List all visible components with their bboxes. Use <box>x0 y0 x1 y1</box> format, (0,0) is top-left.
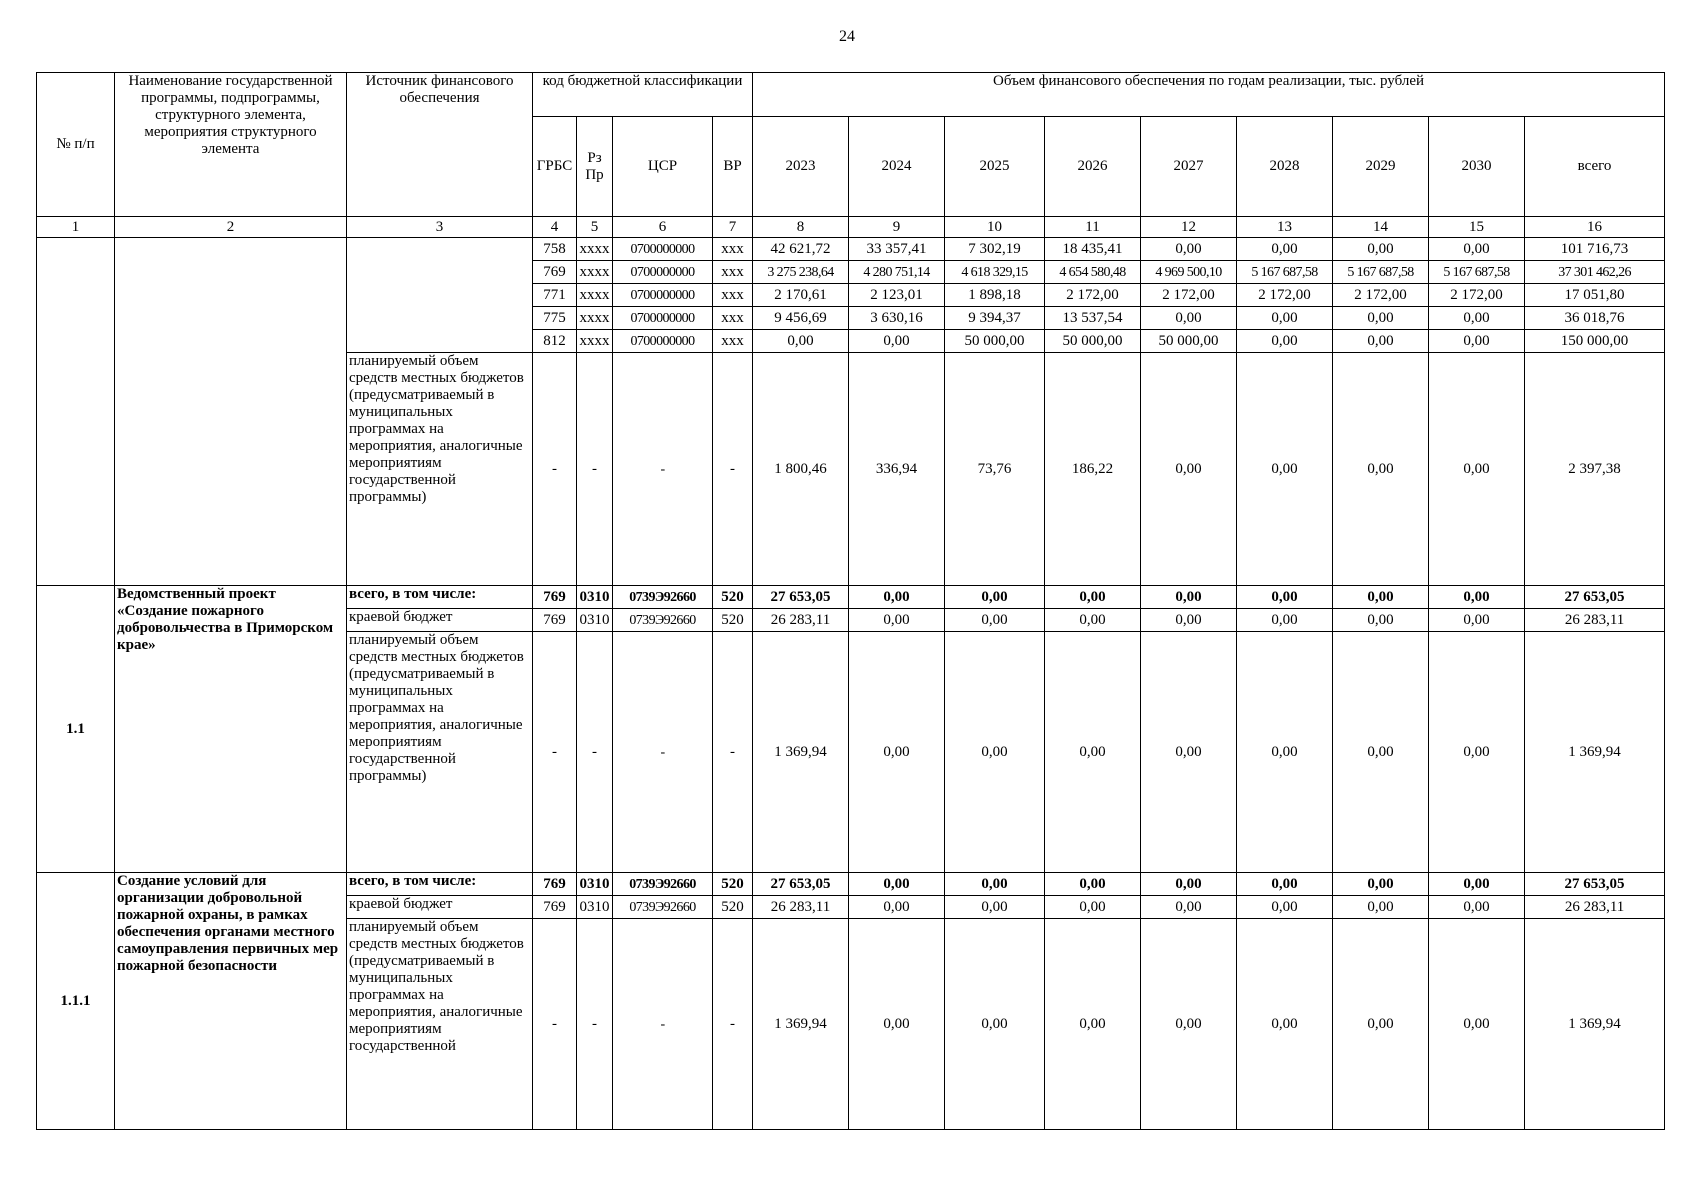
rzpr-cell: 0310 <box>577 873 613 896</box>
year-value-cell: 26 283,11 <box>753 896 849 919</box>
year-value-cell: 0,00 <box>1333 632 1429 873</box>
year-value-cell: 3 630,16 <box>849 307 945 330</box>
year-value-cell: 1 369,94 <box>753 632 849 873</box>
csr-cell: 0700000000 <box>613 307 713 330</box>
year-value-cell: 2 172,00 <box>1429 284 1525 307</box>
year-value-cell: 1 800,46 <box>753 353 849 586</box>
year-value-cell: 0,00 <box>1141 919 1237 1130</box>
year-value-cell: 0,00 <box>1141 873 1237 896</box>
year-value-cell: 0,00 <box>1429 919 1525 1130</box>
total-value-cell: 36 018,76 <box>1525 307 1665 330</box>
year-value-cell: 0,00 <box>1429 873 1525 896</box>
vr-cell: - <box>713 353 753 586</box>
year-value-cell: 0,00 <box>1429 330 1525 353</box>
csr-cell: - <box>613 353 713 586</box>
row-index-cell <box>37 238 115 586</box>
year-value-cell: 13 537,54 <box>1045 307 1141 330</box>
year-value-cell: 0,00 <box>753 330 849 353</box>
csr-cell: 0700000000 <box>613 238 713 261</box>
year-value-cell: 0,00 <box>1429 609 1525 632</box>
year-value-cell: 0,00 <box>1429 896 1525 919</box>
year-value-cell: 0,00 <box>1045 896 1141 919</box>
rzpr-cell: xxxx <box>577 330 613 353</box>
grbs-cell: 769 <box>533 873 577 896</box>
year-value-cell: 42 621,72 <box>753 238 849 261</box>
year-value-cell: 2 170,61 <box>753 284 849 307</box>
total-value-cell: 2 397,38 <box>1525 353 1665 586</box>
year-value-cell: 0,00 <box>1333 353 1429 586</box>
rzpr-cell: xxxx <box>577 238 613 261</box>
header-vr: ВР <box>713 117 753 217</box>
row-name-cell: Ведомственный проект «Создание пожарного добровольчества в Приморском крае» <box>115 586 347 873</box>
grbs-cell: - <box>533 919 577 1130</box>
header-volume-group: Объем финансового обеспечения по годам реализации, тыс. рублей <box>753 73 1665 117</box>
year-value-cell: 0,00 <box>849 632 945 873</box>
vr-cell: xxx <box>713 284 753 307</box>
vr-cell: xxx <box>713 307 753 330</box>
csr-cell: 0739Э92660 <box>613 873 713 896</box>
column-number: 3 <box>347 217 533 238</box>
year-value-cell: 2 172,00 <box>1045 284 1141 307</box>
year-value-cell: 0,00 <box>1237 353 1333 586</box>
header-year: 2029 <box>1333 117 1429 217</box>
source-cell: краевой бюджет <box>347 609 533 632</box>
year-value-cell: 4 280 751,14 <box>849 261 945 284</box>
year-value-cell: 0,00 <box>849 919 945 1130</box>
rzpr-cell: 0310 <box>577 609 613 632</box>
budget-table <box>36 72 1665 1130</box>
year-value-cell: 0,00 <box>849 330 945 353</box>
csr-cell: 0739Э92660 <box>613 609 713 632</box>
year-value-cell: 4 618 329,15 <box>945 261 1045 284</box>
year-value-cell: 0,00 <box>1333 238 1429 261</box>
year-value-cell: 0,00 <box>1045 632 1141 873</box>
grbs-cell: 758 <box>533 238 577 261</box>
column-number: 7 <box>713 217 753 238</box>
table-row <box>37 586 1665 609</box>
total-value-cell: 27 653,05 <box>1525 873 1665 896</box>
source-cell: планируемый объем средств местных бюджетов (предусматриваемый в муниципальных программах на мероприятия, аналогичные мероприятиям государственной программы) <box>347 353 533 586</box>
year-value-cell: 2 172,00 <box>1237 284 1333 307</box>
csr-cell: - <box>613 919 713 1130</box>
year-value-cell: 9 456,69 <box>753 307 849 330</box>
year-value-cell: 5 167 687,58 <box>1237 261 1333 284</box>
column-number: 13 <box>1237 217 1333 238</box>
csr-cell: 0739Э92660 <box>613 896 713 919</box>
year-value-cell: 0,00 <box>1237 919 1333 1130</box>
year-value-cell: 0,00 <box>1237 873 1333 896</box>
year-value-cell: 0,00 <box>1333 873 1429 896</box>
year-value-cell: 0,00 <box>1141 632 1237 873</box>
header-year: 2027 <box>1141 117 1237 217</box>
header-rzpr: Рз Пр <box>577 117 613 217</box>
year-value-cell: 0,00 <box>1333 896 1429 919</box>
grbs-cell: 769 <box>533 586 577 609</box>
source-cell: планируемый объем средств местных бюджетов (предусматриваемый в муниципальных программах на мероприятия, аналогичные мероприятиям государственной программы) <box>347 632 533 873</box>
year-value-cell: 73,76 <box>945 353 1045 586</box>
column-number: 5 <box>577 217 613 238</box>
header-csr: ЦСР <box>613 117 713 217</box>
column-number: 15 <box>1429 217 1525 238</box>
source-cell <box>347 238 533 353</box>
year-value-cell: 27 653,05 <box>753 873 849 896</box>
year-value-cell: 27 653,05 <box>753 586 849 609</box>
header-name: Наименование государственной программы, подпрограммы, структурного элемента, мероприятия структурного элемента <box>115 73 347 217</box>
grbs-cell: 769 <box>533 261 577 284</box>
rzpr-cell: xxxx <box>577 307 613 330</box>
column-numbers-row <box>37 217 1665 238</box>
total-value-cell: 17 051,80 <box>1525 284 1665 307</box>
year-value-cell: 0,00 <box>1237 586 1333 609</box>
source-cell: всего, в том числе: <box>347 873 533 896</box>
year-value-cell: 0,00 <box>1237 896 1333 919</box>
vr-cell: xxx <box>713 330 753 353</box>
rzpr-cell: 0310 <box>577 586 613 609</box>
header-year: 2028 <box>1237 117 1333 217</box>
grbs-cell: 812 <box>533 330 577 353</box>
csr-cell: 0700000000 <box>613 261 713 284</box>
year-value-cell: 0,00 <box>1429 353 1525 586</box>
year-value-cell: 0,00 <box>1429 307 1525 330</box>
grbs-cell: 771 <box>533 284 577 307</box>
year-value-cell: 0,00 <box>945 586 1045 609</box>
year-value-cell: 0,00 <box>849 873 945 896</box>
header-year: 2030 <box>1429 117 1525 217</box>
header-year: 2025 <box>945 117 1045 217</box>
year-value-cell: 0,00 <box>1141 238 1237 261</box>
row-name-cell: Создание условий для организации добровольной пожарной охраны, в рамках обеспечения органами местного самоуправления первичных мер пожарной безопасности <box>115 873 347 1130</box>
year-value-cell: 0,00 <box>1333 919 1429 1130</box>
source-cell: планируемый объем средств местных бюджетов (предусматриваемый в муниципальных программах на мероприятия, аналогичные мероприятиям государственной <box>347 919 533 1130</box>
total-value-cell: 1 369,94 <box>1525 919 1665 1130</box>
year-value-cell: 0,00 <box>1141 586 1237 609</box>
year-value-cell: 0,00 <box>1141 307 1237 330</box>
year-value-cell: 0,00 <box>849 586 945 609</box>
year-value-cell: 50 000,00 <box>1045 330 1141 353</box>
year-value-cell: 7 302,19 <box>945 238 1045 261</box>
year-value-cell: 3 275 238,64 <box>753 261 849 284</box>
column-number: 9 <box>849 217 945 238</box>
csr-cell: 0700000000 <box>613 284 713 307</box>
grbs-cell: 769 <box>533 609 577 632</box>
year-value-cell: 0,00 <box>945 896 1045 919</box>
page-number: 24 <box>839 28 855 45</box>
header-year: 2023 <box>753 117 849 217</box>
year-value-cell: 186,22 <box>1045 353 1141 586</box>
year-value-cell: 9 394,37 <box>945 307 1045 330</box>
year-value-cell: 0,00 <box>1333 307 1429 330</box>
year-value-cell: 0,00 <box>1237 238 1333 261</box>
table-row <box>37 873 1665 896</box>
column-number: 4 <box>533 217 577 238</box>
year-value-cell: 50 000,00 <box>945 330 1045 353</box>
csr-cell: 0739Э92660 <box>613 586 713 609</box>
year-value-cell: 0,00 <box>1237 632 1333 873</box>
year-value-cell: 0,00 <box>1141 896 1237 919</box>
year-value-cell: 336,94 <box>849 353 945 586</box>
year-value-cell: 0,00 <box>1429 238 1525 261</box>
csr-cell: 0700000000 <box>613 330 713 353</box>
year-value-cell: 5 167 687,58 <box>1333 261 1429 284</box>
header-year: 2024 <box>849 117 945 217</box>
year-value-cell: 0,00 <box>1045 873 1141 896</box>
source-cell: краевой бюджет <box>347 896 533 919</box>
year-value-cell: 5 167 687,58 <box>1429 261 1525 284</box>
column-number: 16 <box>1525 217 1665 238</box>
year-value-cell: 0,00 <box>1333 330 1429 353</box>
header-year: 2026 <box>1045 117 1141 217</box>
column-number: 8 <box>753 217 849 238</box>
year-value-cell: 4 654 580,48 <box>1045 261 1141 284</box>
source-cell: всего, в том числе: <box>347 586 533 609</box>
year-value-cell: 0,00 <box>945 873 1045 896</box>
grbs-cell: - <box>533 632 577 873</box>
rzpr-cell: 0310 <box>577 896 613 919</box>
vr-cell: xxx <box>713 238 753 261</box>
year-value-cell: 0,00 <box>1237 330 1333 353</box>
year-value-cell: 1 369,94 <box>753 919 849 1130</box>
year-value-cell: 0,00 <box>1429 632 1525 873</box>
year-value-cell: 0,00 <box>945 632 1045 873</box>
column-number: 11 <box>1045 217 1141 238</box>
row-index-cell: 1.1.1 <box>37 873 115 1130</box>
year-value-cell: 2 123,01 <box>849 284 945 307</box>
row-index-cell: 1.1 <box>37 586 115 873</box>
vr-cell: - <box>713 919 753 1130</box>
year-value-cell: 0,00 <box>1045 609 1141 632</box>
year-value-cell: 0,00 <box>1045 919 1141 1130</box>
rzpr-cell: xxxx <box>577 261 613 284</box>
vr-cell: 520 <box>713 873 753 896</box>
year-value-cell: 18 435,41 <box>1045 238 1141 261</box>
year-value-cell: 0,00 <box>1237 609 1333 632</box>
total-value-cell: 27 653,05 <box>1525 586 1665 609</box>
header-grbs: ГРБС <box>533 117 577 217</box>
column-number: 10 <box>945 217 1045 238</box>
column-number: 2 <box>115 217 347 238</box>
vr-cell: 520 <box>713 896 753 919</box>
year-value-cell: 33 357,41 <box>849 238 945 261</box>
total-value-cell: 101 716,73 <box>1525 238 1665 261</box>
year-value-cell: 0,00 <box>849 609 945 632</box>
year-value-cell: 50 000,00 <box>1141 330 1237 353</box>
year-value-cell: 0,00 <box>1141 609 1237 632</box>
year-value-cell: 0,00 <box>945 919 1045 1130</box>
grbs-cell: - <box>533 353 577 586</box>
rzpr-cell: - <box>577 632 613 873</box>
column-number: 6 <box>613 217 713 238</box>
rzpr-cell: - <box>577 919 613 1130</box>
csr-cell: - <box>613 632 713 873</box>
year-value-cell: 0,00 <box>1045 586 1141 609</box>
year-value-cell: 0,00 <box>849 896 945 919</box>
vr-cell: xxx <box>713 261 753 284</box>
total-value-cell: 37 301 462,26 <box>1525 261 1665 284</box>
grbs-cell: 775 <box>533 307 577 330</box>
rzpr-cell: xxxx <box>577 284 613 307</box>
vr-cell: 520 <box>713 586 753 609</box>
table-row <box>37 238 1665 261</box>
header-code-group: код бюджетной классификации <box>533 73 753 117</box>
year-value-cell: 0,00 <box>1141 353 1237 586</box>
row-name-cell <box>115 238 347 586</box>
year-value-cell: 0,00 <box>1429 586 1525 609</box>
total-value-cell: 26 283,11 <box>1525 896 1665 919</box>
year-value-cell: 0,00 <box>1333 586 1429 609</box>
vr-cell: - <box>713 632 753 873</box>
column-number: 12 <box>1141 217 1237 238</box>
year-value-cell: 1 898,18 <box>945 284 1045 307</box>
year-value-cell: 2 172,00 <box>1333 284 1429 307</box>
header-num: № п/п <box>37 73 115 217</box>
vr-cell: 520 <box>713 609 753 632</box>
total-value-cell: 26 283,11 <box>1525 609 1665 632</box>
grbs-cell: 769 <box>533 896 577 919</box>
rzpr-cell: - <box>577 353 613 586</box>
header-source: Источник финансового обеспечения <box>347 73 533 217</box>
year-value-cell: 4 969 500,10 <box>1141 261 1237 284</box>
year-value-cell: 0,00 <box>1333 609 1429 632</box>
year-value-cell: 0,00 <box>1237 307 1333 330</box>
total-value-cell: 1 369,94 <box>1525 632 1665 873</box>
header-year-total: всего <box>1525 117 1665 217</box>
total-value-cell: 150 000,00 <box>1525 330 1665 353</box>
year-value-cell: 0,00 <box>945 609 1045 632</box>
year-value-cell: 2 172,00 <box>1141 284 1237 307</box>
column-number: 1 <box>37 217 115 238</box>
year-value-cell: 26 283,11 <box>753 609 849 632</box>
column-number: 14 <box>1333 217 1429 238</box>
